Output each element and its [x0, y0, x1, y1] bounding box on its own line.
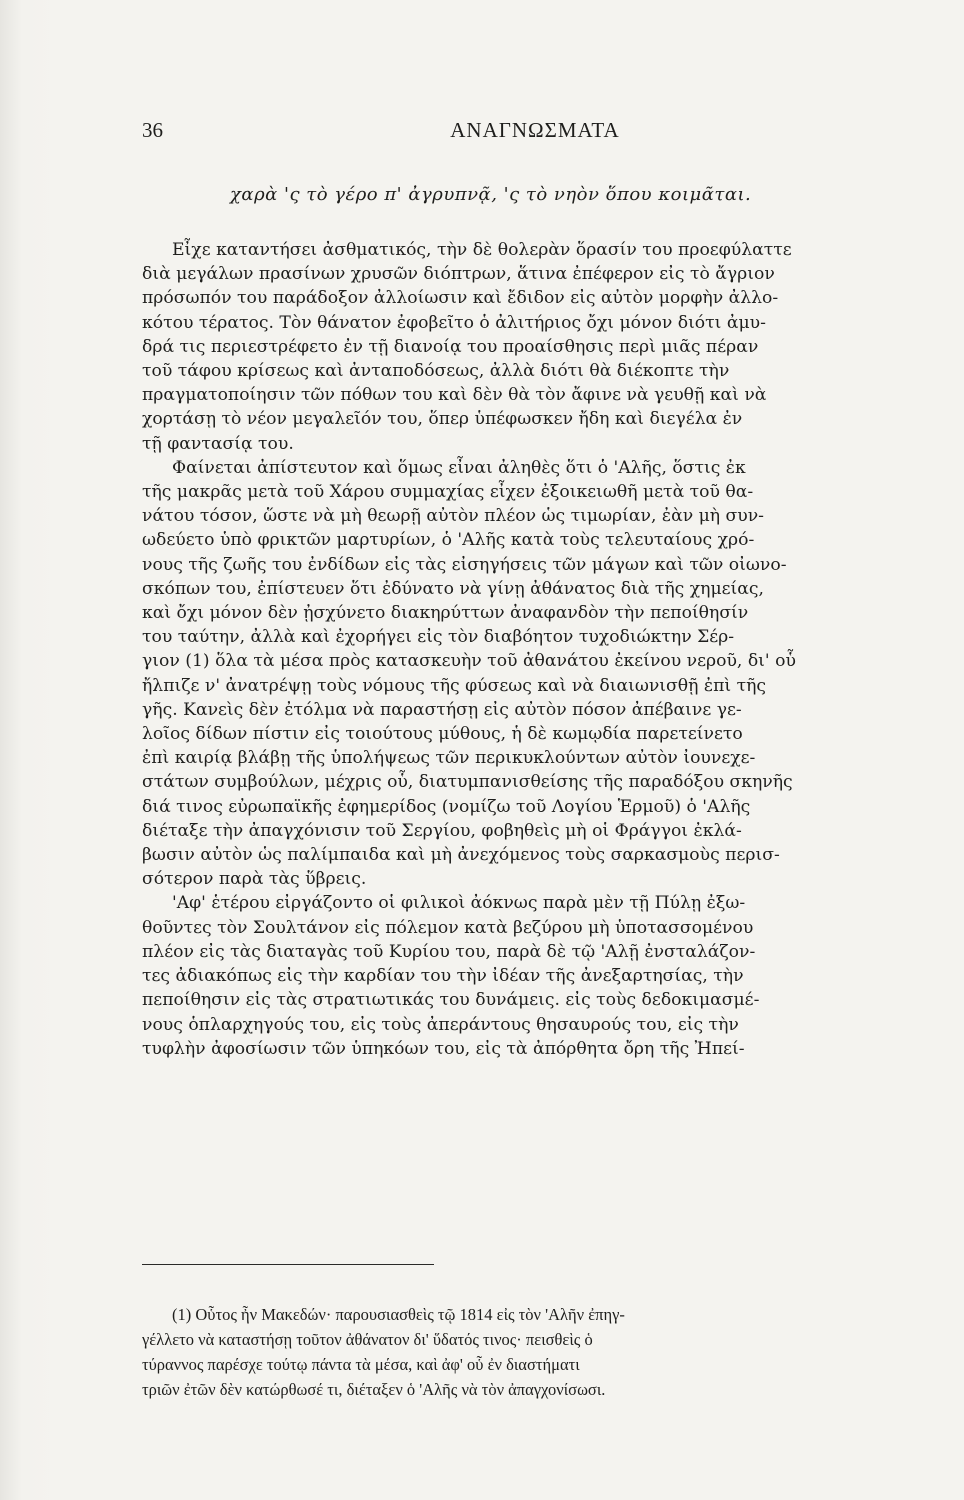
page-header [142, 118, 928, 152]
text-line: Φαίνεται ἀπίστευτον καὶ ὅμως εἶναι ἀληθὲς ὅτι ὁ 'Αλῆς, ὅστις ἐκ [172, 457, 746, 478]
footnote-line: (1) Οὗτος ἦν Μακεδών· παρουσιασθεὶς τῷ 1814 εἰς τὸν 'Αλῆν ἐπηγ- [172, 1305, 625, 1324]
footnote-line: γέλλετο νὰ καταστήσῃ τοῦτον ἀθάνατον δι' ὕδατός τινος· πεισθεὶς ὁ [142, 1330, 593, 1349]
footnote-rule [142, 1264, 434, 1265]
verse-line: χαρὰ 'ς τὸ γέρο π' ἀγρυπνᾷ, 'ς τὸ νηὸν ὅπου κοιμᾶται. [230, 184, 752, 205]
text-line: θοῦντες τὸν Σουλτάνον εἰς πόλεμον κατὰ βεζύρου μὴ ὑποτασσομένου [142, 917, 754, 938]
text-line: χορτάσῃ τὸ νέον μεγαλεῖόν του, ὅπερ ὑπέφωσκεν ἤδη καὶ διεγέλα ἐν [142, 409, 743, 430]
running-title: ΑΝΑΓΝΩΣΜΑΤΑ [450, 118, 620, 142]
text-line: του ταύτην, ἀλλὰ καὶ ἐχορήγει εἰς τὸν διαβόητον τυχοδιώκτην Σέρ- [142, 627, 735, 648]
text-line: 'Αφ' ἑτέρου εἰργάζοντο οἱ φιλικοὶ ἀόκνως παρὰ μὲν τῇ Πύλῃ ἐξω- [172, 893, 746, 914]
text-line: σότερον παρὰ τὰς ὕβρεις. [142, 869, 367, 890]
text-line: γῆς. Κανεὶς δὲν ἐτόλμα νὰ παραστήσῃ εἰς αὐτὸν πόσον ἀπέβαινε γε- [142, 699, 742, 720]
text-line: πλέον εἰς τὰς διαταγὰς τοῦ Κυρίου του, παρὰ δὲ τῷ 'Αλῇ ἐνσταλάζον- [142, 941, 756, 962]
text-line: διά τινος εὐρωπαϊκῆς ἐφημερίδος (νομίζω τοῦ Λογίου Ἑρμοῦ) ὁ 'Αλῆς [142, 796, 751, 817]
footnote-line: τύραννος παρέσχε τούτῳ πάντα τὰ μέσα, καὶ ἀφ' οὗ ἐν διαστήματι [142, 1355, 580, 1374]
text-line: πρόσωπόν του παράδοξον ἀλλοίωσιν καὶ ἔδιδον εἰς αὐτὸν μορφὴν ἀλλο- [142, 288, 779, 309]
text-line: νους τῆς ζωῆς του ἐνδίδων εἰς τὰς εἰσηγήσεις τῶν μάγων καὶ τῶν οἰωνο- [142, 554, 787, 575]
text-line: πραγματοποίησιν τῶν πόθων του καὶ δὲν θὰ τὸν ἄφινε νὰ γευθῇ καὶ νὰ [142, 385, 767, 406]
text-line: διὰ μεγάλων πρασίνων χρυσῶν διόπτρων, ἅτινα ἐπέφερον εἰς τὸ ἄγριον [142, 264, 775, 285]
footnote-line: τριῶν ἐτῶν δὲν κατώρθωσέ τι, διέταξεν ὁ 'Αλῆς νὰ τὸν ἀπαγχονίσωσι. [142, 1380, 606, 1399]
text-line: διέταξε τὴν ἀπαγχόνισιν τοῦ Σεργίου, φοβηθεὶς μὴ οἱ Φράγγοι ἐκλά- [142, 820, 742, 841]
paragraph-2 [142, 456, 930, 892]
page-number: 36 [142, 118, 163, 142]
text-line: τῆς μακρᾶς μετὰ τοῦ Χάρου συμμαχίας εἶχεν ἐξοικειωθῆ μετὰ τοῦ θα- [142, 482, 754, 503]
text-line: στάτων συμβούλων, μέχρις οὗ, διατυμπανισθείσης τῆς παραδόξου σκηνῆς [142, 772, 793, 793]
text-line: γιον (1) ὅλα τὰ μέσα πρὸς κατασκευὴν τοῦ ἀθανάτου ἐκείνου νεροῦ, δι' οὗ [142, 651, 796, 672]
text-line: ἤλπιζε ν' ἀνατρέψῃ τοὺς νόμους τῆς φύσεως καὶ νὰ διαιωνισθῇ ἐπὶ τῆς [142, 675, 767, 696]
text-line: τες ἀδιακόπως εἰς τὴν καρδίαν του τὴν ἰδέαν τῆς ἀνεξαρτησίας, τὴν [142, 966, 744, 987]
body-text [142, 238, 930, 1061]
text-line: ωδεύετο ὑπὸ φρικτῶν μαρτυρίων, ὁ 'Αλῆς κατὰ τοὺς τελευταίους χρό- [142, 530, 755, 551]
text-line: βωσιν αὐτὸν ὡς παλίμπαιδα καὶ μὴ ἀνεχόμενος τοὺς σαρκασμοὺς περισ- [142, 845, 780, 866]
text-line: λοῖος δίδων πίστιν εἰς τοιούτους μύθους, ἡ δὲ κωμῳδία παρετείνετο [142, 724, 743, 745]
text-line: νάτου τόσον, ὥστε νὰ μὴ θεωρῇ αὐτὸν πλέον ὡς τιμωρίαν, ἐὰν μὴ συν- [142, 506, 764, 527]
text-line: τοῦ τάφου κρίσεως καὶ ἀνταποδόσεως, ἀλλὰ διότι θὰ διέκοπτε τὴν [142, 361, 730, 382]
paragraph-1 [142, 238, 930, 456]
text-line: τῇ φαντασίᾳ του. [142, 433, 294, 454]
text-line: Εἶχε καταντήσει ἀσθματικός, τὴν δὲ θολερὰν ὅρασίν του προεφύλαττε [172, 240, 792, 260]
text-line: κότου τέρατος. Τὸν θάνατον ἐφοβεῖτο ὁ ἀλιτήριος ὄχι μόνον διότι ἀμυ- [142, 312, 766, 333]
text-line: δρά τις περιεστρέφετο ἐν τῇ διανοίᾳ του προαίσθησις περὶ μιᾶς πέραν [142, 336, 759, 357]
paragraph-3 [142, 891, 930, 1060]
text-line: ἐπὶ καιρίᾳ βλάβῃ τῆς ὑπολήψεως τῶν περικυκλούντων αὐτὸν ἰουνεχε- [142, 748, 756, 769]
text-line: τυφλὴν ἀφοσίωσιν τῶν ὑπηκόων του, εἰς τὰ ἀπόρθητα ὄρη τῆς Ἠπεί- [142, 1038, 745, 1059]
text-line: καὶ ὄχι μόνον δὲν ᾐσχύνετο διακηρύττων ἀναφανδὸν τὴν πεποίθησίν [142, 603, 749, 624]
footnote [142, 1302, 930, 1402]
text-line: σκόπων του, ἐπίστευεν ὅτι ἐδύνατο νὰ γίνῃ ἀθάνατος διὰ τῆς χημείας, [142, 578, 764, 599]
text-line: νους ὁπλαρχηγούς του, εἰς τοὺς ἀπεράντους θησαυρούς του, εἰς τὴν [142, 1014, 739, 1035]
text-line: πεποίθησιν εἰς τὰς στρατιωτικάς του δυνάμεις. εἰς τοὺς δεδοκιμασμέ- [142, 990, 760, 1011]
